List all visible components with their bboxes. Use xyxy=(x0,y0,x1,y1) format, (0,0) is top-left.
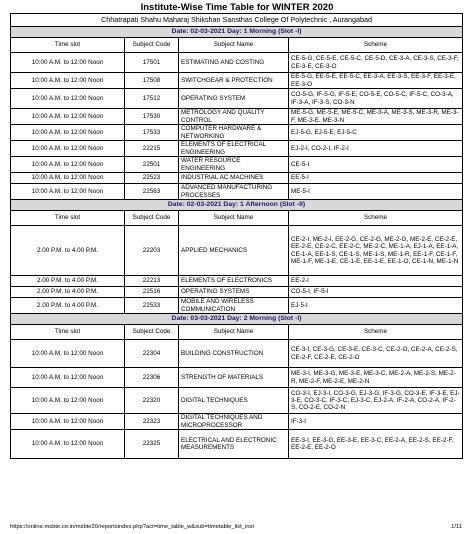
college-name: Chhatrapati Shahu Maharaj Shikshan Sansthas College Of Polytechnic , Aurangabad xyxy=(11,14,463,27)
table-row xyxy=(11,73,463,89)
subject-code-cell: 17508 xyxy=(125,73,179,89)
column-header-name: Subject Name xyxy=(179,325,289,340)
table-row xyxy=(11,368,463,388)
time-slot-cell: 2.00 P.M. to 4.00 P.M. xyxy=(11,298,125,314)
subject-name-cell: STRENGTH OF MATERIALS xyxy=(179,368,289,388)
subject-name-cell: BUILDING CONSTRUCTION xyxy=(179,340,289,368)
section-heading: Date: 03-03-2021 Day: 2 Morning (Slot -I) xyxy=(11,314,463,325)
time-slot-cell: 10:00 A.M. to 12:00 Noon xyxy=(11,388,125,414)
scheme-cell: ME-5-I xyxy=(289,184,463,200)
column-header-time: Time slot xyxy=(11,325,125,340)
table-row xyxy=(11,298,463,314)
table-row xyxy=(11,184,463,200)
table-row xyxy=(11,53,463,73)
time-slot-cell: 10:00 A.M. to 12:00 Noon xyxy=(11,430,125,459)
subject-name-cell: DIGITAL TECHNIQUES AND MICROPROCESSOR xyxy=(179,414,289,430)
time-slot-cell: 10:00 A.M. to 12:00 Noon xyxy=(11,109,125,125)
table-row xyxy=(11,340,463,368)
scheme-cell: EE-2-I xyxy=(289,276,463,287)
subject-name-cell: ESTIMATING AND COSTING xyxy=(179,53,289,73)
column-header-time: Time slot xyxy=(11,211,125,226)
page-title: Institute-Wise Time Table for WINTER 2020 xyxy=(140,2,334,13)
subject-code-cell: 22325 xyxy=(125,430,179,459)
subject-name-cell: INDUSTRIAL AC MACHINES xyxy=(179,173,289,184)
section-heading: Date: 02-03-2021 Day: 1 Morning (Slot -I) xyxy=(11,27,463,38)
table-row xyxy=(11,109,463,125)
subject-code-cell: 22304 xyxy=(125,340,179,368)
time-slot-cell: 10:00 A.M. to 12:00 Noon xyxy=(11,173,125,184)
subject-name-cell: APPLIED MECHANICS xyxy=(179,226,289,276)
scheme-cell: CE-5-G, CE-5-E, CE-5-C, CE-5-D, CE-3-A, CE-3-S, CE-3-F, CE-3-E, CE-3-O xyxy=(289,53,463,73)
column-header-scheme: Scheme xyxy=(289,325,463,340)
page-number: 1/11 xyxy=(451,524,462,530)
column-header-name: Subject Name xyxy=(179,38,289,53)
scheme-cell: EJ-5-G, EJ-5-E, EJ-5-C xyxy=(289,125,463,141)
time-slot-cell: 10:00 A.M. to 12:00 Noon xyxy=(11,368,125,388)
column-header-code: Subject Code xyxy=(125,38,179,53)
subject-name-cell: OPERATING SYSTEM xyxy=(179,89,289,109)
time-slot-cell: 10:00 A.M. to 12:00 Noon xyxy=(11,73,125,89)
table-row xyxy=(11,125,463,141)
scheme-cell: ME-3-I, ME-3-G, ME-3-E, ME-3-C, ME-2-A, ME-2-S, ME-2-R, ME-2-F, ME-2-E, ME-2-N xyxy=(289,368,463,388)
time-slot-cell: 2.00 P.M. to 4.00 P.M. xyxy=(11,276,125,287)
subject-name-cell: WATER RESOURCE ENGINEERING xyxy=(179,157,289,173)
scheme-cell: EE-3-I, EE-3-G, EE-3-E, EE-3-C, EE-2-A, EE-2-S, EE-2-F, EE-2-E, EE-2-O xyxy=(289,430,463,459)
subject-code-cell: 17512 xyxy=(125,89,179,109)
column-header-scheme: Scheme xyxy=(289,38,463,53)
timetable xyxy=(10,13,463,459)
subject-code-cell: 22306 xyxy=(125,368,179,388)
subject-code-cell: 22563 xyxy=(125,184,179,200)
subject-code-cell: 22320 xyxy=(125,388,179,414)
section-heading: Date: 02-03-2021 Day: 1 Afternoon (Slot -II) xyxy=(11,200,463,211)
time-slot-cell: 10:00 A.M. to 12:00 Noon xyxy=(11,184,125,200)
time-slot-cell: 10:00 A.M. to 12:00 Noon xyxy=(11,157,125,173)
time-slot-cell: 10:00 A.M. to 12:00 Noon xyxy=(11,340,125,368)
subject-code-cell: 17530 xyxy=(125,109,179,125)
table-row xyxy=(11,388,463,414)
subject-name-cell: METROLOGY AND QUALITY CONTROL xyxy=(179,109,289,125)
scheme-cell: EE-5-G, EE-5-E, EE-5-C, EE-3-A, EE-3-S, EE-3-F, EE-3-E, EE-3-O xyxy=(289,73,463,89)
column-header-code: Subject Code xyxy=(125,325,179,340)
scheme-cell: CO-5-I, IF-5-I xyxy=(289,287,463,298)
subject-code-cell: 22533 xyxy=(125,298,179,314)
subject-name-cell: ELEMENTS OF ELECTRICAL ENGINEERING xyxy=(179,141,289,157)
subject-name-cell: ADVANCED MANUFACTURING PROCESSES xyxy=(179,184,289,200)
time-slot-cell: 10:00 A.M. to 12:00 Noon xyxy=(11,414,125,430)
time-slot-cell: 10:00 A.M. to 12:00 Noon xyxy=(11,89,125,109)
time-slot-cell: 10:00 A.M. to 12:00 Noon xyxy=(11,125,125,141)
footer-url: https://online.msbte.co.in/msbte20/reportsindex.php?act=time_table_w&sub=timetable_list_inst xyxy=(10,524,254,530)
scheme-cell: IF-3-I xyxy=(289,414,463,430)
column-header-code: Subject Code xyxy=(125,211,179,226)
table-row xyxy=(11,173,463,184)
subject-code-cell: 22215 xyxy=(125,141,179,157)
subject-code-cell: 22516 xyxy=(125,287,179,298)
subject-name-cell: DIGITAL TECHNIQUES xyxy=(179,388,289,414)
scheme-cell: CE-5-I xyxy=(289,157,463,173)
subject-code-cell: 17501 xyxy=(125,53,179,73)
subject-name-cell: COMPUTER HARDWARE & NETWORKING xyxy=(179,125,289,141)
table-row xyxy=(11,287,463,298)
subject-code-cell: 22523 xyxy=(125,173,179,184)
scheme-cell: EJ-2-I, CO-2-I, IF-2-I xyxy=(289,141,463,157)
subject-code-cell: 22501 xyxy=(125,157,179,173)
subject-name-cell: ELEMENTS OF ELECTRONICS xyxy=(179,276,289,287)
subject-name-cell: ELECTRICAL AND ELECTRONIC MEASUREMENTS xyxy=(179,430,289,459)
table-row xyxy=(11,89,463,109)
table-row xyxy=(11,226,463,276)
scheme-cell: ME-5-G, ME-5-E, ME-5-C, ME-3-A, ME-3-S, ME-3-R, ME-3-F, ME-3-E, ME-3-N xyxy=(289,109,463,125)
subject-name-cell: MOBILE AND WIRELESS COMMUNICATION xyxy=(179,298,289,314)
scheme-cell: CO-5-G, IF-5-G, IF-5-E, CO-5-E, CO-5-C, IF-5-C, CO-3-A, IF-3-A, IF-3-S, CO-3-N xyxy=(289,89,463,109)
time-slot-cell: 2.00 P.M. to 4.00 P.M. xyxy=(11,226,125,276)
table-row xyxy=(11,157,463,173)
time-slot-cell: 10:00 A.M. to 12:00 Noon xyxy=(11,141,125,157)
column-header-scheme: Scheme xyxy=(289,211,463,226)
time-slot-cell: 2.00 P.M. to 4.00 P.M. xyxy=(11,287,125,298)
subject-name-cell: SWITCHGEAR & PROTECTION xyxy=(179,73,289,89)
column-header-name: Subject Name xyxy=(179,211,289,226)
scheme-cell: EE-5-I xyxy=(289,173,463,184)
table-row xyxy=(11,276,463,287)
table-row xyxy=(11,414,463,430)
subject-code-cell: 22323 xyxy=(125,414,179,430)
column-header-time: Time slot xyxy=(11,38,125,53)
scheme-cell: CO-3-I, EJ-3-I, CO-3-G, EJ-3-G, IF-3-G, CO-3-E, IF-3-E, EJ-3-E, CO-3-C, IF-3-C, EJ-3-C, EJ-2-A, IF-2-A, CO-2-A, IF-2-S, CO-2-E, CO-2-N xyxy=(289,388,463,414)
subject-code-cell: 22213 xyxy=(125,276,179,287)
subject-code-cell: 17533 xyxy=(125,125,179,141)
table-row xyxy=(11,430,463,459)
subject-code-cell: 22203 xyxy=(125,226,179,276)
scheme-cell: CE-2-I, ME-2-I, EE-2-G, CE-2-G, ME-2-G, ME-2-E, CE-2-E, EE-2-E, CE-2-C, EE-2-C, ME-2-C, ME-1-A, EJ-1-A, EE-1-A, CE-1-A, EE-1-S, CE-1-S, ME-1-S, ME-1-R, EE-1-F, CE-1-F, ME-1-F, ME-1-E, CE-1-E, EE-1-E, EE-1-O, CE-1-N, ME-1-N xyxy=(289,226,463,276)
table-row xyxy=(11,141,463,157)
subject-name-cell: OPERATING SYSTEMS xyxy=(179,287,289,298)
scheme-cell: EJ-5-I xyxy=(289,298,463,314)
time-slot-cell: 10:00 A.M. to 12:00 Noon xyxy=(11,53,125,73)
scheme-cell: CE-3-I, CE-3-G, CE-3-E, CE-3-C, CE-2-O, CE-2-A, CE-2-S, CE-2-F, CE-2-E, CE-2-O xyxy=(289,340,463,368)
